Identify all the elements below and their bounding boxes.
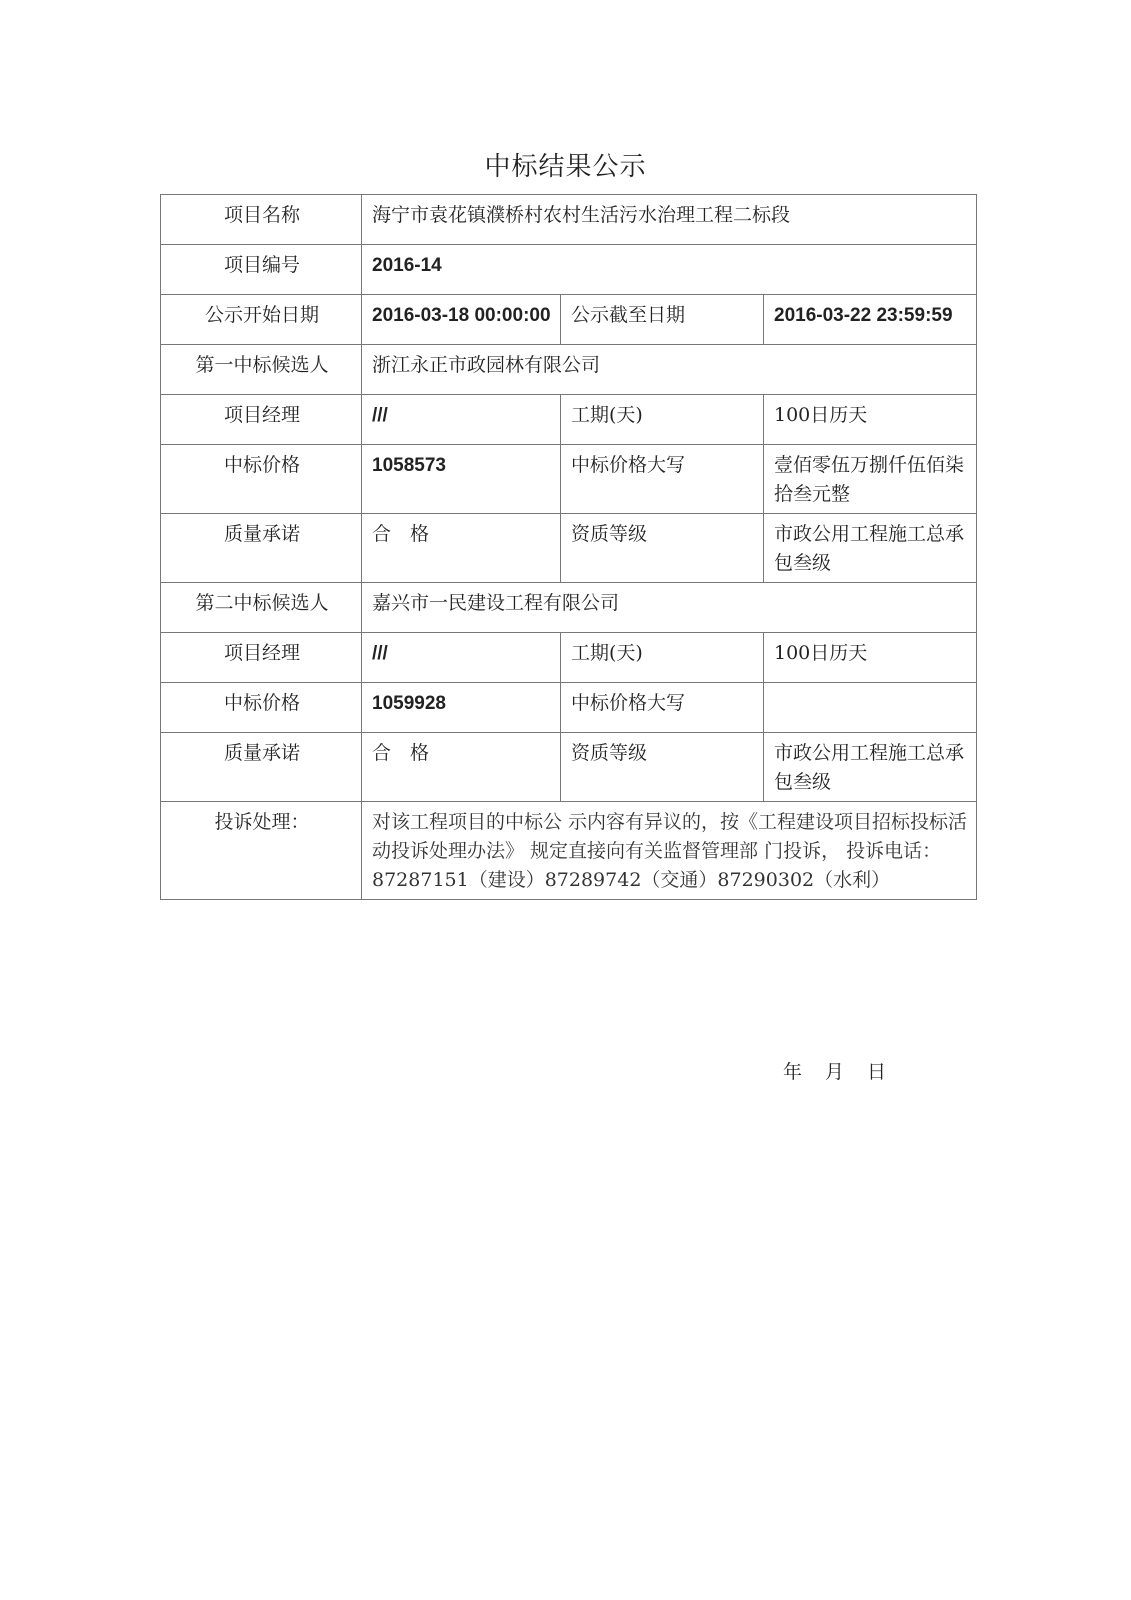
project-name-label: 项目名称 bbox=[161, 195, 362, 245]
project-name-value: 海宁市袁花镇濮桥村农村生活污水治理工程二标段 bbox=[362, 195, 977, 245]
second-price-value: 1059928 bbox=[362, 683, 561, 733]
second-quality-value: 合 格 bbox=[362, 733, 561, 802]
second-period-label: 工期(天) bbox=[561, 633, 764, 683]
table-row bbox=[161, 683, 977, 733]
table-row bbox=[161, 345, 977, 395]
first-price-upper-label: 中标价格大写 bbox=[561, 445, 764, 514]
table-row bbox=[161, 195, 977, 245]
table-row bbox=[161, 514, 977, 583]
table-row bbox=[161, 733, 977, 802]
first-period-label: 工期(天) bbox=[561, 395, 764, 445]
first-quality-value: 合 格 bbox=[362, 514, 561, 583]
complaint-label: 投诉处理： bbox=[161, 802, 362, 900]
bid-result-table bbox=[160, 194, 977, 900]
table-row bbox=[161, 295, 977, 345]
project-number-value: 2016-14 bbox=[362, 245, 977, 295]
end-date-value: 2016-03-22 23:59:59 bbox=[764, 295, 977, 345]
table-row bbox=[161, 395, 977, 445]
first-candidate-label: 第一中标候选人 bbox=[161, 345, 362, 395]
second-price-upper-label: 中标价格大写 bbox=[561, 683, 764, 733]
table-row bbox=[161, 245, 977, 295]
date-signature-line bbox=[783, 1057, 909, 1084]
second-qualification-value: 市政公用工程施工总承包叁级 bbox=[764, 733, 977, 802]
second-manager-value: /// bbox=[362, 633, 561, 683]
table-row bbox=[161, 583, 977, 633]
second-period-value: 100日历天 bbox=[764, 633, 977, 683]
project-number-label: 项目编号 bbox=[161, 245, 362, 295]
end-date-label: 公示截至日期 bbox=[561, 295, 764, 345]
second-candidate-label: 第二中标候选人 bbox=[161, 583, 362, 633]
year-label: 年 bbox=[783, 1061, 804, 1083]
first-price-upper-value: 壹佰零伍万捌仟伍佰柒拾叁元整 bbox=[764, 445, 977, 514]
complaint-text: 对该工程项目的中标公 示内容有异议的，按《工程建设项目招标投标活动投诉处理办法》 规定直接向有关监督管理部 门投诉， 投诉电话：87287151（建设）87289742（交通）87290302（水利） bbox=[362, 802, 977, 900]
month-label: 月 bbox=[825, 1061, 846, 1083]
first-price-label: 中标价格 bbox=[161, 445, 362, 514]
page-title: 中标结果公示 bbox=[484, 152, 647, 182]
second-price-upper-value bbox=[764, 683, 977, 733]
table-row bbox=[161, 633, 977, 683]
start-date-value: 2016-03-18 00:00:00 bbox=[362, 295, 561, 345]
first-manager-label: 项目经理 bbox=[161, 395, 362, 445]
day-label: 日 bbox=[867, 1061, 888, 1083]
second-quality-label: 质量承诺 bbox=[161, 733, 362, 802]
second-price-label: 中标价格 bbox=[161, 683, 362, 733]
first-qualification-label: 资质等级 bbox=[561, 514, 764, 583]
first-qualification-value: 市政公用工程施工总承包叁级 bbox=[764, 514, 977, 583]
table-row bbox=[161, 445, 977, 514]
first-period-value: 100日历天 bbox=[764, 395, 977, 445]
first-quality-label: 质量承诺 bbox=[161, 514, 362, 583]
table-row bbox=[161, 802, 977, 900]
start-date-label: 公示开始日期 bbox=[161, 295, 362, 345]
second-candidate-company: 嘉兴市一民建设工程有限公司 bbox=[362, 583, 977, 633]
second-qualification-label: 资质等级 bbox=[561, 733, 764, 802]
first-price-value: 1058573 bbox=[362, 445, 561, 514]
first-candidate-company: 浙江永正市政园林有限公司 bbox=[362, 345, 977, 395]
second-manager-label: 项目经理 bbox=[161, 633, 362, 683]
first-manager-value: /// bbox=[362, 395, 561, 445]
